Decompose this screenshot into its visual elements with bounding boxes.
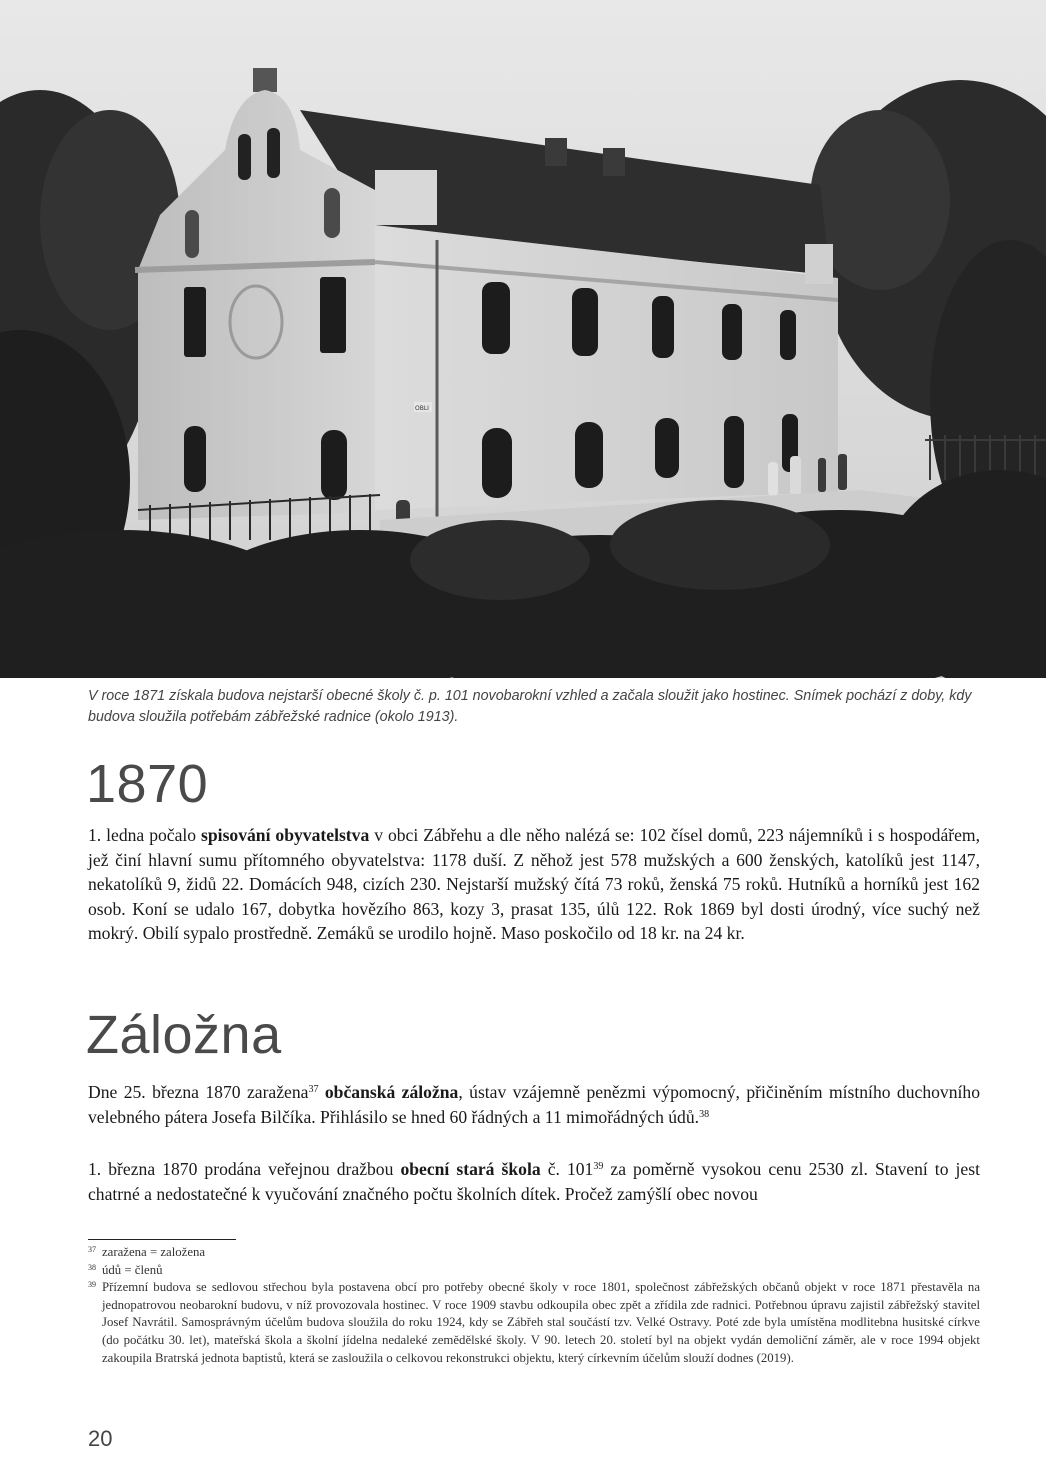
footnote-ref: 38 [699, 1108, 710, 1120]
text-span: 1. ledna počalo [88, 825, 202, 845]
footnote-ref: 39 [593, 1161, 604, 1172]
paragraph-old-school [88, 1157, 980, 1206]
footnote-ref: 37 [308, 1084, 319, 1095]
text-span: za poměrně vysokou cenu 2530 zl. Stavení to jest chatrné a nedostatečné k vyučování značného počtu školních dítek. Pročež zamýšlí obec novou [88, 1159, 980, 1204]
text-span: č. 101 [540, 1159, 594, 1179]
text-span: 1. března 1870 prodána veřejnou dražbou [88, 1159, 401, 1179]
paragraph-zalozna [88, 1080, 980, 1129]
footnote-text: Přízemní budova se sedlovou střechou byla postavena obcí pro potřeby obecné školy v roce 1801, společnost zábřežských občanů objekt v roce 1871 přestavěla na jednopatrovou neobarokní budovu, v níž provozovala hostinec. V roce 1909 stavbu odkoupila obec zpět a zřídila zde radnici. Potřebnou úpravu zajistil zábřežský stavitel Josef Navrátil. Samosprávným účelům budova sloužila do roku 1924, kdy se Zábřeh stal součástí tzv. Velké Ostravy. Poté zde byla umístěna modlitebna husitské církve (do počátku 30. let), mateřská škola a školní jídelna nedaleké zemědělské školy. V 90. letech 20. století byl na objekt vydán demoliční záměr, ale v roce 1994 objekt zakoupila Bratrská jednota baptistů, která se zasloužila o celkovou rekonstrukci objektu, který církevním účelům slouží dodnes (2019). [102, 1280, 980, 1365]
paragraph-census [88, 823, 980, 946]
photo-caption: V roce 1871 získala budova nejstarší obecné školy č. p. 101 novobarokní vzhled a začala sloužit jako hostinec. Snímek pochází z doby, kdy budova sloužila potřebám zábřežské radnice (okolo 1913). [88, 688, 972, 725]
bold-term: spisování obyvatelstva [201, 825, 370, 845]
text-span: v obci Zábřehu a dle něho nalézá se: 102 čísel domů, 223 nájemníků i s hospodářem, jež činí hlavní sumu přítomného obyvatelstva: 1178 duší. Z něhož jest 578 mužských a 600 ženských, katolíků jest 1147, nekatolíků 9, židů 22. Domácích 948, cizích 230. Nejstarší mužský čítá 73 roků, ženská 75 roků. Hutníků a horníků jest 162 osob. Koní se udalo 167, dobytka hovězího 863, kozy 3, prasat 135, úlů 122. Rok 1869 byl dosti úrodný, více suchý než mokrý. Obilí sypalo prostředně. Zemáků se urodilo hojně. Maso poskočilo od 18 kr. na 24 kr. [88, 825, 981, 944]
footnote-item [88, 1262, 980, 1280]
footnote-text: údů = členů [102, 1262, 163, 1277]
footnote-number: 39 [88, 1280, 96, 1290]
footnote-text: zaražena = založena [102, 1245, 206, 1259]
text-span: Dne 25. března 1870 zaražena [88, 1082, 309, 1102]
footnote-item [88, 1279, 980, 1367]
page-number: 20 [88, 1426, 113, 1451]
footnotes [88, 1244, 980, 1367]
section-heading-zalozna: Záložna [86, 1005, 282, 1065]
footnote-item [88, 1244, 980, 1262]
historic-photo [0, 0, 1046, 678]
footnote-number: 37 [88, 1245, 96, 1254]
text-span: , ústav vzájemně penězmi výpomocný, přičiněním místního duchovního velebného pátera Josefa Bilčíka. Přihlásilo se hned 60 řádných a 11 mimořádných údů. [88, 1082, 981, 1127]
building-sign-text: OBLI [415, 405, 429, 412]
footnote-number: 38 [88, 1262, 96, 1272]
footnote-divider [88, 1239, 236, 1240]
bold-term: občanská záložna [324, 1082, 459, 1102]
section-heading-1870: 1870 [86, 754, 209, 814]
bold-term: obecní stará škola [400, 1159, 541, 1179]
building-illustration [0, 0, 1046, 678]
